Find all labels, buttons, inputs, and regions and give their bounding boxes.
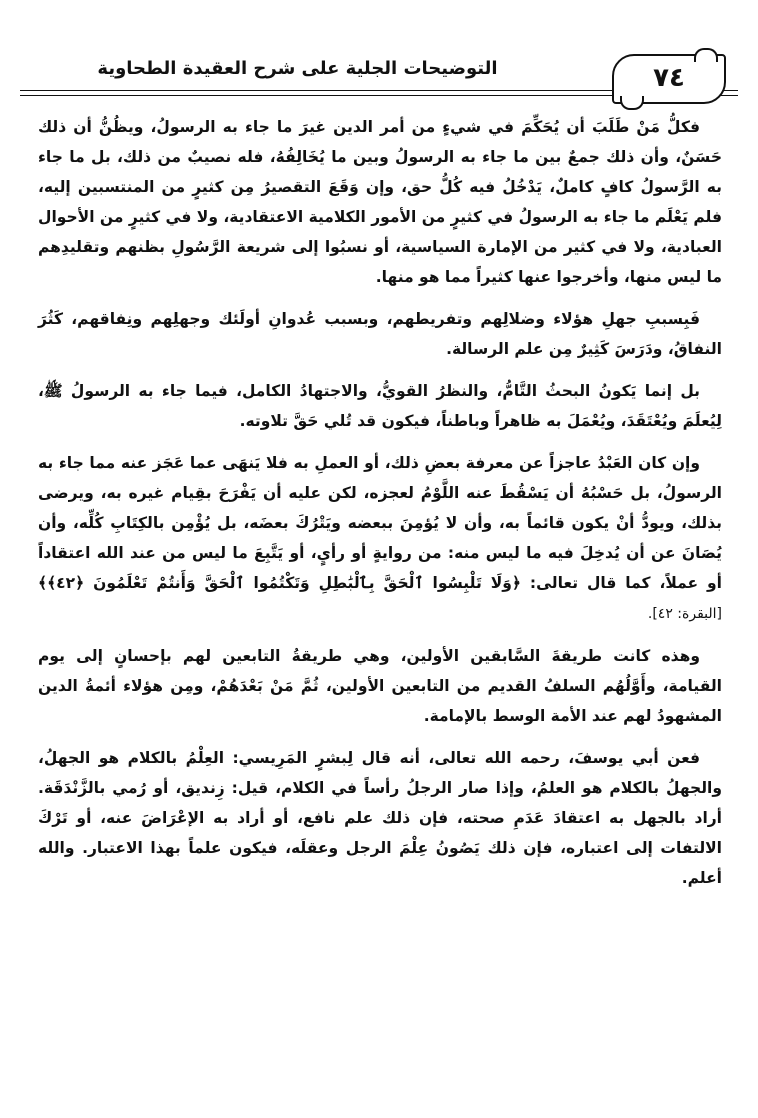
page-header (20, 58, 738, 108)
body-text (38, 112, 722, 905)
paragraph-5: وهذه كانت طريقةَ السَّابقين الأولين، وهي طريقةُ التابعين لهم بإحسانٍ إلى يوم القيامة، وأَوَّلُهُم السلفُ القديم من التابعين الأولين، ثُمَّ مَنْ بَعْدَهُمْ، ومِن هؤلاء أئمةُ الدين المشهودُ لهم عند الأمة الوسط بالإمامة. (38, 647, 722, 725)
paragraph-4 (38, 448, 722, 629)
running-title: التوضيحات الجلية على شرح العقيدة الطحاوية (97, 58, 498, 79)
paragraph-6: فعن أبي يوسفَ، رحمه الله تعالى، أنه قال لِبشرٍ المَرِيسي: العِلْمُ بالكلام هو الجهلُ، والجهلُ بالكلام هو العلمُ، وإذا صار الرجلُ رأساً في الكلام، قيل: زِنديق، أو رُمي بالزَّنْدَقَة. أراد بالجهل به اعتقادَ عَدَمِ صحته، فإن ذلك علم نافع، أو أراد به الإعْرَاضَ عنه، أو تَرْكَ الالتفات إلى اعتباره، فإن ذلك يَصُونُ عِلْمَ الرجل وعقلَه، فيكون علماً بهذا الاعتبار. والله أعلم. (38, 749, 722, 887)
page-number: ٧٤ (653, 63, 685, 93)
paragraph-1: فكلُّ مَنْ طَلَبَ أن يُحَكِّمَ في شيءٍ من أمر الدين غيرَ ما جاء به الرسولُ، ويظُنُّ أن ذلك حَسَنٌ، وأن ذلك جمعٌ بين ما جاء به الرسولُ وبين ما يُخَالِفُهُ، فله نصيبٌ من ذلك، بل ما جاء به الرَّسولُ كافٍ كاملٌ، يَدْخُلُ فيه كُلُّ حق، وإن وَقَعَ التقصيرُ مِن كثيرٍ من المنتسبين إليه، فلم يَعْلَم ما جاء به الرسولُ في كثيرٍ من الأمور الكلامية الاعتقادية، ولا في كثيرٍ من الأحوال العبادية، ولا في كثير من الإمارة السياسية، أو نسبُوا إلى شريعة الرَّسُولِ بظنهم وتقليدِهم ما ليس منها، وأخرجوا عنها كثيراً مما هو منها. (38, 118, 722, 286)
paragraph-2: فَبِسببِ جهلِ هؤلاء وضلالِهم وتفريطهم، وبسبب عُدوانِ أولَئك وجهلِهم ونِفاقهم، كَثُرَ النفاقُ، ودَرَسَ كَثِيرٌ مِن علم الرسالة. (38, 310, 722, 358)
paragraph-3: بل إنما يَكونُ البحثُ التَّامُّ، والنظرُ القويُّ، والاجتهادُ الكامل، فيما جاء به الرسولُ ﷺ، لِيُعلَمَ ويُعْتَقَدَ، ويُعْمَلَ به ظاهراً وباطناً، فيكون قد تُلي حَقَّ تلاوته. (38, 382, 722, 430)
paragraph-4-text: وإن كان العَبْدُ عاجزاً عن معرفة بعضِ ذلك، أو العملِ به فلا يَنهَى عما عَجَز عنه مما جاء به الرسولُ، بل حَسْبُهُ أن يَسْقُطَ عنه اللَّوْمُ لعجزه، لكن عليه أن يَفْرَحَ بقِيام غيره به، ويرضى بذلك، ويودُّ أنْ يكون قائماً به، وأن لا يُؤمِنَ ببعضه ويَتْرُكَ بعضَه، بل يُؤْمِن بالكِتَابِ كُلِّه، وأن يُصَانَ عن أن يُدخِلَ فيه ما ليس منه: من روايةٍ أو رأيٍ، أو يَتَّبِعَ ما ليس من عند الله اعتقاداً أو عملاً، كما قال تعالى: ﴿وَلَا تَلْبِسُوا ٱلْحَقَّ بِٱلْبَٰطِلِ وَتَكْتُمُوا ٱلْحَقَّ وَأَنتُمْ تَعْلَمُونَ ﴿٤٢﴾﴾ (38, 454, 722, 592)
page-number-frame (612, 54, 726, 104)
quran-reference: [البقرة: ٤٢]. (647, 606, 722, 622)
